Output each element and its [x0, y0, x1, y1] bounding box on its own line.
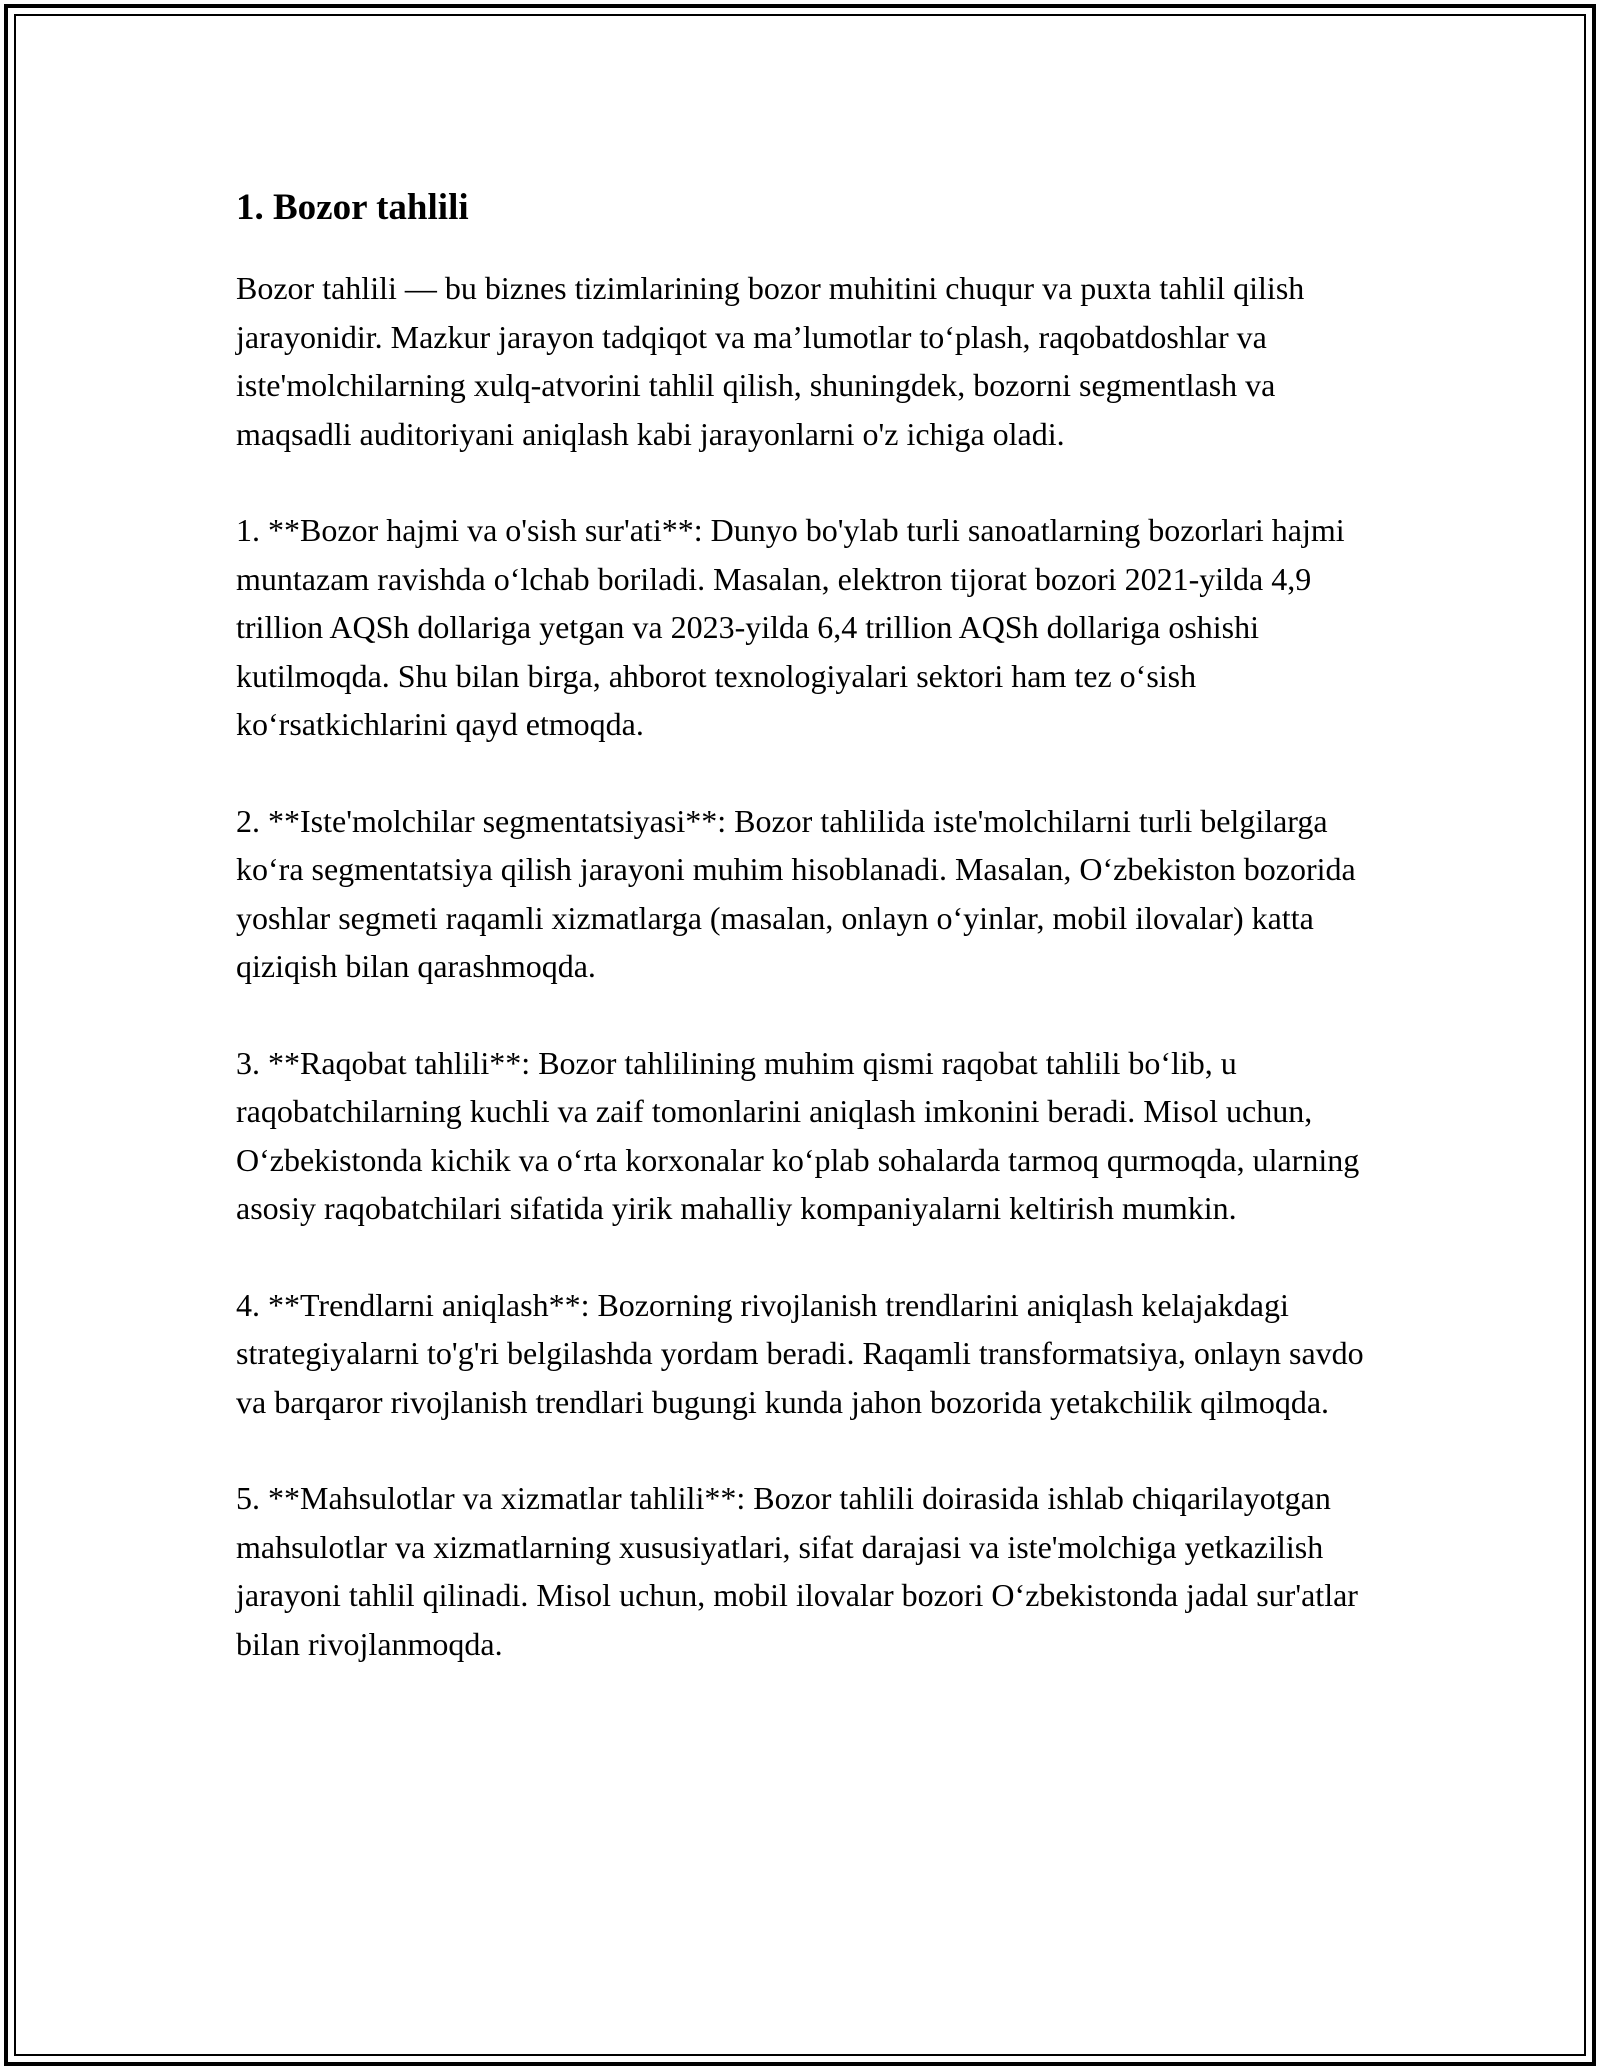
paragraph-trends: 4. **Trendlarni aniqlash**: Bozorning rivojlanish trendlarini aniqlash kelajakdagi strategiyalarni to'g'ri belgilashda yordam beradi. Raqamli transformatsiya, onlayn savdo va barqaror rivojlanish trendlari bugungi kunda jahon bozorida yetakchilik qilmoqda. — [236, 1286, 1364, 1420]
section-heading: 1. Bozor tahlili — [236, 187, 469, 228]
document-body — [236, 186, 1376, 1716]
paragraph-market-size: 1. **Bozor hajmi va o'sish sur'ati**: Dunyo bo'ylab turli sanoatlarning bozorlari hajmi muntazam ravishda o‘lchab boriladi. Masalan, elektron tijorat bozori 2021-yilda 4,9 trillion AQSh dollariga yetgan va 2023-yilda 6,4 trillion AQSh dollariga oshishi kutilmoqda. Shu bilan birga, ahborot texnologiyalari sektori ham tez o‘sish ko‘rsatkichlarini qayd etmoqda. — [236, 512, 1345, 743]
paragraph-competition-analysis: 3. **Raqobat tahlili**: Bozor tahlilining muhim qismi raqobat tahlili bo‘lib, u raqobatchilarning kuchli va zaif tomonlarini aniqlash imkonini beradi. Misol uchun, O‘zbekistonda kichik va o‘rta korxonalar ko‘plab sohalarda tarmoq qurmoqda, ularning asosiy raqobatchilari sifatida yirik mahalliy kompaniyalarni keltirish mumkin. — [236, 1044, 1360, 1227]
intro-paragraph: Bozor tahlili — bu biznes tizimlarining bozor muhitini chuqur va puxta tahlil qilish jarayonidir. Mazkur jarayon tadqiqot va ma’lumotlar to‘plash, raqobatdoshlar va iste'molchilarning xulq-atvorini tahlil qilish, shuningdek, bozorni segmentlash va maqsadli auditoriyani aniqlash kabi jarayonlarni o'z ichiga oladi. — [236, 270, 1305, 452]
paragraph-consumer-segmentation: 2. **Iste'molchilar segmentatsiyasi**: Bozor tahlilida iste'molchilarni turli belgilarga ko‘ra segmentatsiya qilish jarayoni muhim hisoblanadi. Masalan, O‘zbekiston bozorida yoshlar segmeti raqamli xizmatlarga (masalan, onlayn o‘yinlar, mobil ilovalar) katta qiziqish bilan qarashmoqda. — [236, 802, 1356, 985]
paragraph-products-services: 5. **Mahsulotlar va xizmatlar tahlili**: Bozor tahlili doirasida ishlab chiqarilayotgan mahsulotlar va xizmatlarning xususiyatlari, sifat darajasi va iste'molchiga yetkazilish jarayoni tahlil qilinadi. Misol uchun, mobil ilovalar bozori O‘zbekistonda jadal sur'atlar bilan rivojlanmoqda. — [236, 1480, 1358, 1662]
